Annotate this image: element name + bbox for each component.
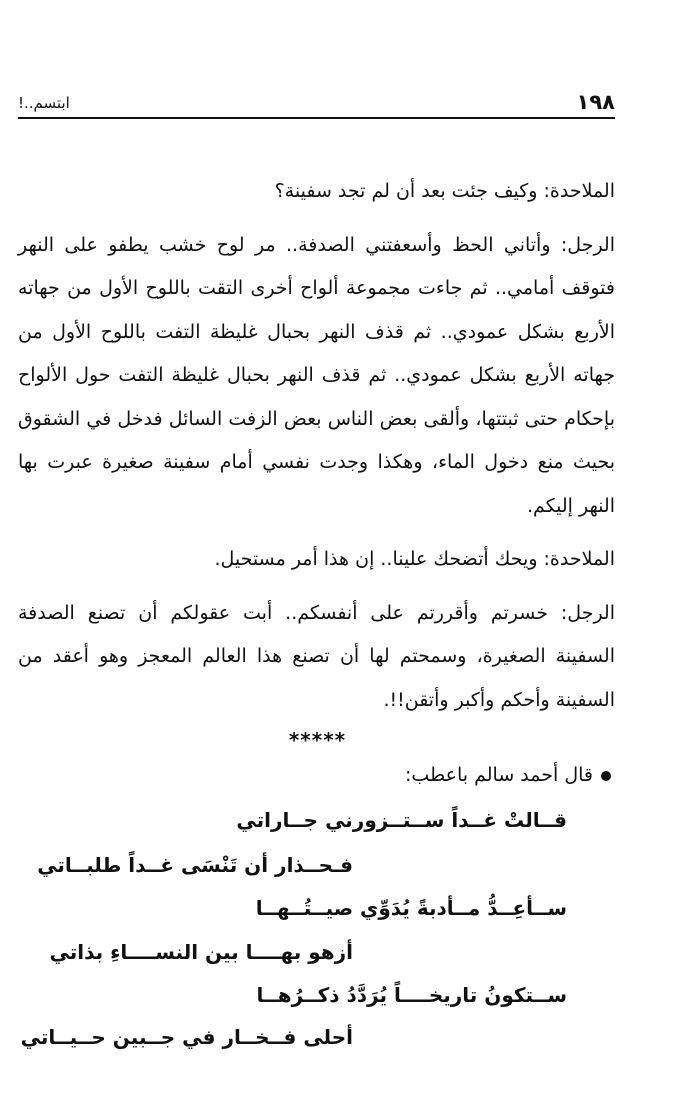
paragraph-3 <box>18 538 615 582</box>
paragraph-text: وكيف جئت بعد أن لم تجد سفينة؟ <box>274 180 544 202</box>
section-separator <box>0 728 675 752</box>
poem-verse: ســتكونُ تاريخــــاً يُرَدَّدُ ذكــرُهــا <box>256 983 567 1007</box>
header-rule <box>18 117 615 119</box>
speaker-label: الملاحدة: <box>543 548 615 570</box>
speaker-label: الرجل: <box>560 601 615 624</box>
poem-verse: أحلى فــخــار في جــبين حــيــاتي <box>20 1025 353 1049</box>
bullet-icon <box>601 771 611 781</box>
speaker-label: الرجل: <box>560 233 615 256</box>
poem-verse: أزهو بهــــا بين النســــاءِ بذاتي <box>49 940 353 964</box>
page-number: ١٩٨ <box>576 90 615 114</box>
paragraph-4 <box>18 592 615 723</box>
main-text <box>18 170 615 732</box>
paragraph-2 <box>18 224 615 529</box>
paragraph-text: خسرتم وأقررتم على أنفسكم.. أبت عقولكم أن تصنع الصدفة السفينة الصغيرة، وسمحتم لها أن تصنع هذا العالم المعجز وهو أعقد من السفينة وأحكم وأكبر وأتقن!!. <box>18 601 615 711</box>
poem-verse: فـحــذار أن تَنْسَى غــداً طلبــاتي <box>37 853 353 877</box>
poem-verse: قــالتْ غــداً ســتــزورني جــاراتي <box>236 808 567 832</box>
speaker-label: الملاحدة: <box>543 180 615 202</box>
paragraph-text: ويحك أتضحك علينا.. إن هذا أمر مستحيل. <box>214 548 544 570</box>
paragraph-1 <box>18 170 615 214</box>
poem-intro <box>405 764 611 786</box>
poem-verse: ســأعِــدُّ مــأدبةً يُدَوِّي صيــتُــهــا <box>255 896 567 920</box>
page-header <box>18 88 615 118</box>
poem-intro-text: قال أحمد سالم باعطب: <box>405 764 593 786</box>
separator-stars: ***** <box>288 728 347 752</box>
running-title: ابتسم..! <box>18 94 70 112</box>
paragraph-text: وأتاني الحظ وأسعفتني الصدفة.. مر لوح خشب يطفو على النهر فتوقف أمامي.. ثم جاءت مجموعة ألواح أخرى التقت باللوح الأول من جهاته الأربع بشكل عمودي.. ثم قذف النهر بحبال غليظة التفت باللوح الأول من جهاته الأربع بشكل عمودي.. ثم قذف النهر بحبال غليظة التفت حول الألواح بإحكام حتى ثبتتها، وألقى بعض الناس بعض الزفت السائل فدخل في الشقوق بحيث منع دخول الماء، وهكذا وجدت نفسي أمام سفينة صغيرة عبرت بها النهر إليكم. <box>18 233 615 517</box>
